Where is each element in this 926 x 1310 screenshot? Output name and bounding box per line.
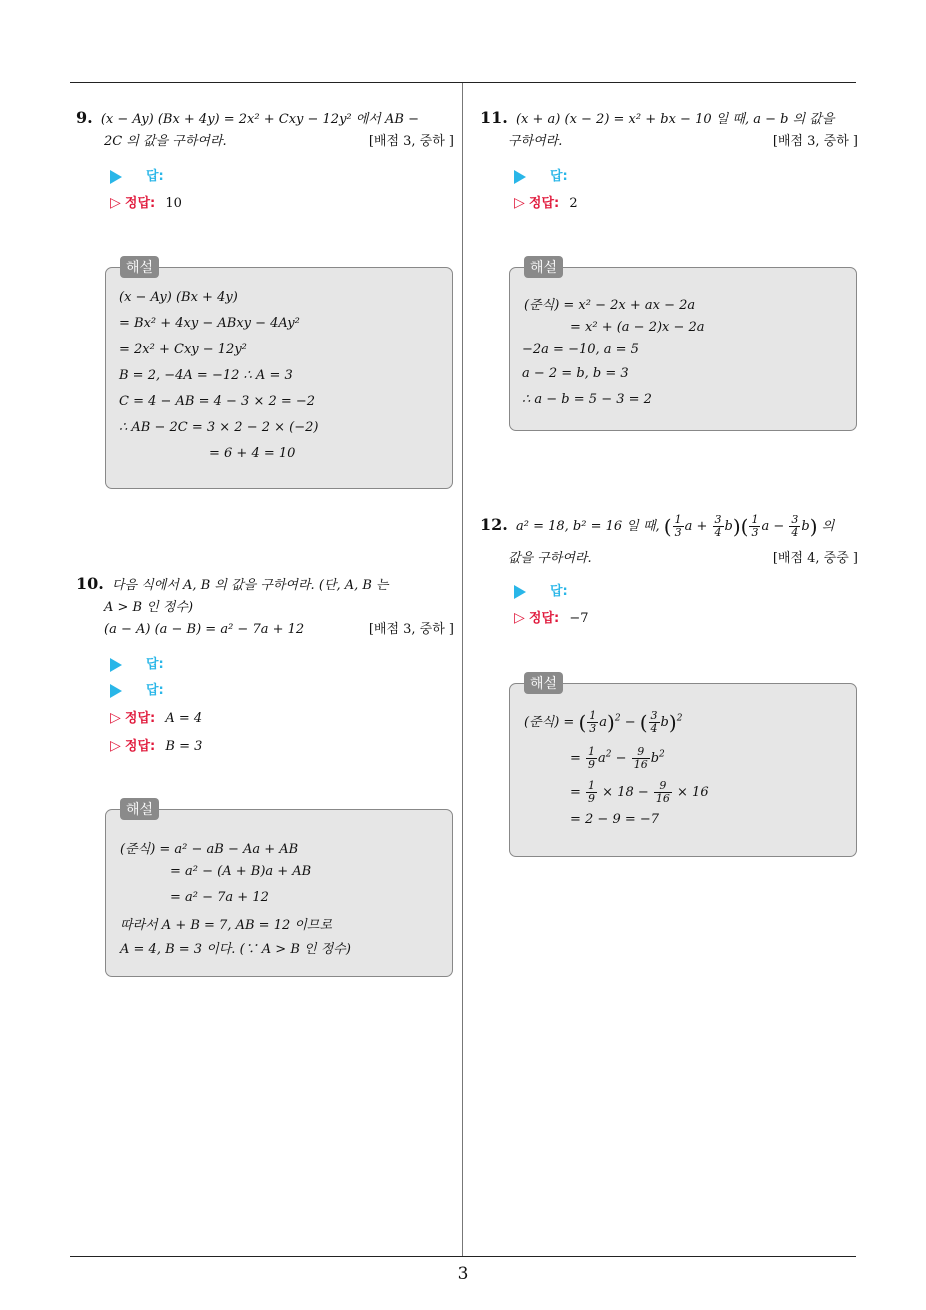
solution-line: ∴ AB − 2C = 3 × 2 − 2 × (−2) [119, 420, 319, 435]
question-text-line1: a² = 18, b² = 16 일 때, [515, 519, 660, 534]
open-triangle-icon: ▷ [110, 195, 121, 211]
solution-line: = 2 − 9 = −7 [570, 812, 660, 827]
question-text-line1: (x − Ay) (Bx + 4y) = 2x² + Cxy − 12y² 에서 AB − [100, 112, 419, 127]
solution-line: (준식) = a² − aB − Aa + AB [120, 842, 299, 857]
open-triangle-icon: ▷ [110, 738, 121, 754]
question-text-line2: 값을 구하여라. [508, 551, 592, 566]
score-label: [배점 3, 중하 ] [368, 134, 454, 149]
header-rule [70, 82, 856, 83]
answer-label: 답: [146, 683, 164, 698]
correct-value: B = 3 [165, 739, 203, 754]
answer-label: 답: [550, 584, 568, 599]
answer-row [110, 165, 164, 184]
question-11 [480, 107, 858, 153]
page-number: 3 [457, 1264, 469, 1284]
solution-box [105, 802, 453, 977]
solution-line: −2a = −10, a = 5 [522, 342, 639, 357]
solution-box [509, 676, 857, 857]
solution-tag: 해설 [524, 256, 563, 278]
correct-value: A = 4 [165, 711, 203, 726]
open-triangle-icon: ▷ [514, 195, 525, 211]
solution-tag: 해설 [524, 672, 563, 694]
score-label: [배점 3, 중하 ] [368, 622, 454, 637]
question-text-line1: (x + a) (x − 2) = x² + bx − 10 일 때, a − b 의 값을 [515, 112, 835, 127]
correct-answer-row [110, 192, 182, 211]
correct-answer-row [514, 607, 589, 626]
question-text-line2: A > B 인 정수) [104, 600, 194, 615]
correct-label: 정답: [528, 611, 560, 626]
solution-tag: 해설 [120, 256, 159, 278]
play-triangle-icon [110, 170, 122, 184]
play-triangle-icon [514, 585, 526, 599]
answer-label: 답: [550, 169, 568, 184]
answer-label: 답: [146, 169, 164, 184]
question-expression: ( $\frac{1}{3}$ a + $\frac{3}{4}$ b)( $\frac{1}{3}$ a − $\frac{3}{4}$ b) [663, 513, 818, 539]
question-number: 10. [76, 574, 104, 593]
open-triangle-icon: ▷ [110, 710, 121, 726]
solution-line: = $\frac{1}{9}$ $a^2$ − $\frac{9}{16}$ $b^2$ [570, 745, 665, 771]
solution-line: 따라서 A + B = 7, AB = 12 이므로 [120, 918, 333, 933]
solution-line: = $\frac{1}{9}$ × 18 − $\frac{9}{16}$ × 16 [570, 779, 709, 805]
solution-line: (x − Ay) (Bx + 4y) [119, 290, 238, 305]
column-divider [462, 83, 463, 1256]
answer-label: 답: [146, 657, 164, 672]
question-text-line3: (a − A) (a − B) = a² − 7a + 12 [104, 622, 305, 637]
question-text-line1-end: 의 [821, 519, 835, 534]
solution-box [105, 260, 453, 489]
correct-label: 정답: [124, 739, 156, 754]
question-text-line2: 2C 의 값을 구하여라. [104, 134, 227, 149]
answer-row [110, 653, 164, 672]
solution-prefix: (준식) = [524, 715, 575, 730]
open-triangle-icon: ▷ [514, 610, 525, 626]
correct-value: −7 [569, 611, 589, 626]
correct-label: 정답: [124, 196, 156, 211]
solution-line: = 6 + 4 = 10 [209, 446, 296, 461]
answer-row [514, 580, 568, 599]
solution-box [509, 260, 857, 431]
question-text-line2: 구하여라. [508, 134, 563, 149]
play-triangle-icon [110, 658, 122, 672]
solution-line: A = 4, B = 3 이다. (∵ A > B 인 정수) [120, 942, 351, 957]
solution-line: = 2x² + Cxy − 12y² [119, 342, 247, 357]
play-triangle-icon [110, 684, 122, 698]
solution-line: C = 4 − AB = 4 − 3 × 2 = −2 [119, 394, 316, 409]
solution-line: = x² + (a − 2)x − 2a [570, 320, 705, 335]
score-label: [배점 4, 중중 ] [772, 551, 858, 566]
solution-tag: 해설 [120, 798, 159, 820]
question-number: 9. [76, 108, 93, 127]
solution-line: = a² − 7a + 12 [170, 890, 269, 905]
solution-line: ∴ a − b = 5 − 3 = 2 [522, 392, 652, 407]
correct-answer-row [110, 707, 202, 726]
answer-row [110, 679, 164, 698]
correct-label: 정답: [124, 711, 156, 726]
footer-rule [70, 1256, 856, 1257]
question-number: 12. [480, 515, 508, 534]
solution-line: (준식) = ( $\frac{1}{3}$ a)$^2$ − ( $\frac{3}{4}$ b)$^2$ [524, 709, 683, 735]
correct-answer-row [514, 192, 578, 211]
score-label: [배점 3, 중하 ] [772, 134, 858, 149]
solution-line: (준식) = x² − 2x + ax − 2a [524, 298, 696, 313]
play-triangle-icon [514, 170, 526, 184]
correct-label: 정답: [528, 196, 560, 211]
answer-row [514, 165, 568, 184]
solution-line: B = 2, −4A = −12 ∴ A = 3 [119, 368, 293, 383]
correct-answer-row [110, 735, 202, 754]
question-text-line1: 다음 식에서 A, B 의 값을 구하여라. (단, A, B 는 [111, 578, 389, 593]
question-number: 11. [480, 108, 508, 127]
question-10 [76, 573, 454, 641]
correct-value: 2 [569, 196, 578, 211]
solution-line: a − 2 = b, b = 3 [522, 366, 629, 381]
correct-value: 10 [165, 196, 182, 211]
question-12 [480, 514, 858, 570]
solution-line: = Bx² + 4xy − ABxy − 4Ay² [119, 316, 300, 331]
solution-line: = a² − (A + B)a + AB [170, 864, 312, 879]
question-9 [76, 107, 454, 153]
